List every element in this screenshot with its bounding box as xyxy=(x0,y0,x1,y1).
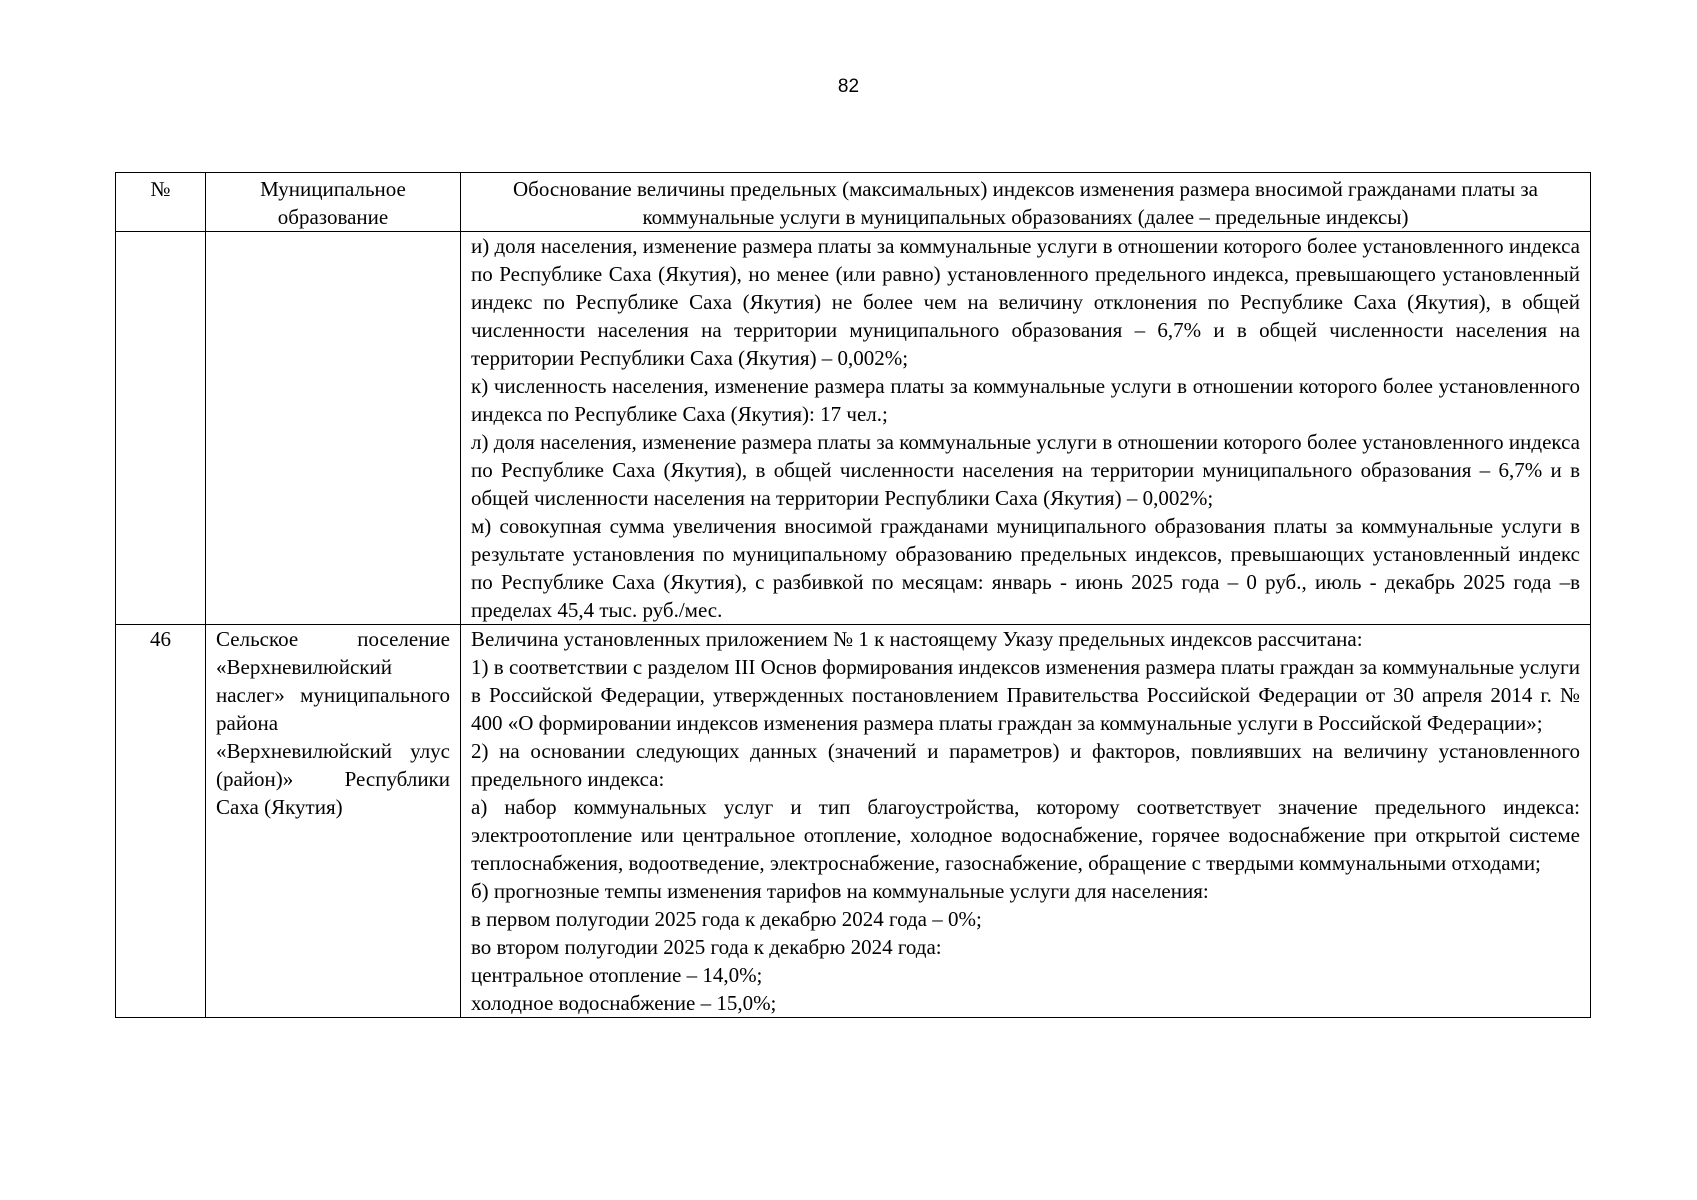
paragraph: л) доля населения, изменение размера платы за коммунальные услуги в отношении которого более установленного индекса по Республике Саха (Якутия), в общей численности населения на территории муниципального образования – 6,7% и в общей численности населения на территории Республики Саха (Якутия) – 0,002%; xyxy=(471,430,1580,510)
header-number: № xyxy=(116,173,206,232)
row-number xyxy=(116,232,206,625)
paragraph: м) совокупная сумма увеличения вносимой гражданами муниципального образования платы за коммунальные услуги в результате установления по муниципальному образованию предельных индексов, превышающих установленный индекс по Республике Саха (Якутия), с разбивкой по месяцам: январь - июнь 2025 года – 0 руб., июль - декабрь 2025 года –в пределах 45,4 тыс. руб./мес. xyxy=(471,514,1580,622)
paragraph: и) доля населения, изменение размера платы за коммунальные услуги в отношении которого более установленного индекса по Республике Саха (Якутия), но менее (или равно) установленного предельного индекса, превышающего установленный индекс по Республике Саха (Якутия) не более чем на величину отклонения по Республике Саха (Якутия), в общей численности населения на территории муниципального образования – 6,7% и в общей численности населения на территории Республики Саха (Якутия) – 0,002%; xyxy=(471,234,1580,370)
paragraph: б) прогнозные темпы изменения тарифов на коммунальные услуги для населения: xyxy=(471,879,1209,903)
paragraph: центральное отопление – 14,0%; xyxy=(471,963,763,987)
paragraph: в первом полугодии 2025 года к декабрю 2024 года – 0%; xyxy=(471,907,982,931)
row-justification xyxy=(461,625,1591,1018)
row-municipality xyxy=(206,232,461,625)
row-number: 46 xyxy=(116,625,206,1018)
paragraph: а) набор коммунальных услуг и тип благоустройства, которому соответствует значение предельного индекса: электроотопление или центральное отопление, холодное водоснабжение, горячее водоснабжение при открытой системе теплоснабжения, водоотведение, электроснабжение, газоснабжение, обращение с твердыми коммунальными отходами; xyxy=(471,795,1580,875)
paragraph: во втором полугодии 2025 года к декабрю 2024 года: xyxy=(471,935,942,959)
table-row xyxy=(116,232,1591,625)
paragraph: холодное водоснабжение – 15,0%; xyxy=(471,991,777,1015)
header-justification: Обоснование величины предельных (максимальных) индексов изменения размера вносимой гражданами платы за коммунальные услуги в муниципальных образованиях (далее – предельные индексы) xyxy=(461,173,1591,232)
table-header-row xyxy=(116,173,1591,232)
header-municipality: Муниципальное образование xyxy=(206,173,461,232)
row-municipality: Сельское поселение «Верхневилюйский наслег» муниципального района «Верхневилюйский улус (район)» Республики Саха (Якутия) xyxy=(206,625,461,1018)
justification-table xyxy=(115,172,1591,1018)
table-row xyxy=(116,625,1591,1018)
paragraph: 2) на основании следующих данных (значений и параметров) и факторов, повлиявших на величину установленного предельного индекса: xyxy=(471,739,1580,791)
page-number: 82 xyxy=(837,76,860,97)
row-justification xyxy=(461,232,1591,625)
paragraph: 1) в соответствии с разделом III Основ формирования индексов изменения размера платы граждан за коммунальные услуги в Российской Федерации, утвержденных постановлением Правительства Российской Федерации от 30 апреля 2014 г. № 400 «О формировании индексов изменения размера платы граждан за коммунальные услуги в Российской Федерации»; xyxy=(471,655,1580,735)
paragraph: Величина установленных приложением № 1 к настоящему Указу предельных индексов рассчитана: xyxy=(471,627,1363,651)
paragraph: к) численность населения, изменение размера платы за коммунальные услуги в отношении которого более установленного индекса по Республике Саха (Якутия): 17 чел.; xyxy=(471,374,1580,426)
